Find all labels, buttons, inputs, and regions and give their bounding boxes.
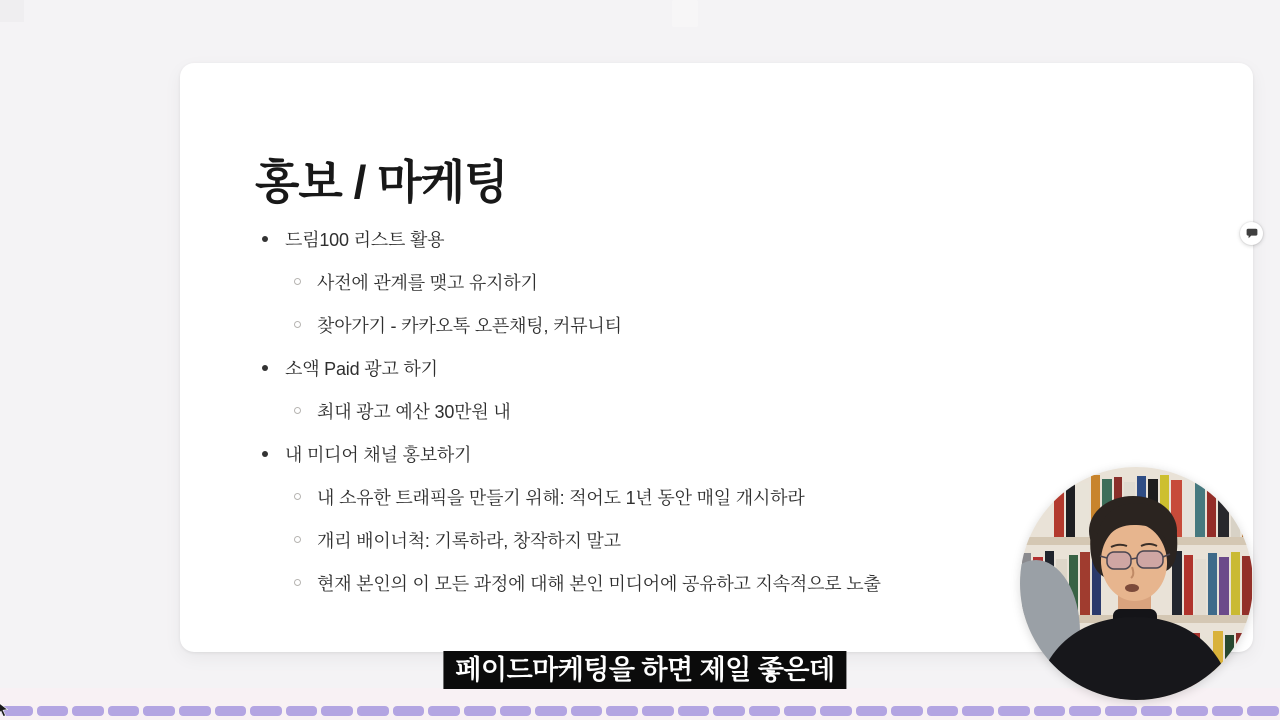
- timeline-segment[interactable]: [1176, 706, 1208, 716]
- sub-bullet-item: [180, 303, 1253, 346]
- bullet-dot-icon: [262, 451, 268, 457]
- timeline-segment[interactable]: [856, 706, 888, 716]
- sub-bullet-item: [180, 389, 1253, 432]
- timeline-segment[interactable]: [1247, 706, 1279, 716]
- timeline-segment[interactable]: [393, 706, 425, 716]
- bullet-item: [180, 217, 1253, 260]
- bullet-dot-icon: [262, 365, 268, 371]
- sub-bullet-item: [180, 260, 1253, 303]
- timeline-segment[interactable]: [571, 706, 603, 716]
- comment-button[interactable]: [1240, 222, 1263, 245]
- sub-bullet-label: 내 소유한 트래픽을 만들기 위해: 적어도 1년 동안 매일 개시하라: [317, 487, 805, 508]
- timeline-segment[interactable]: [606, 706, 638, 716]
- bullet-circle-icon: [294, 407, 301, 414]
- top-center-patch: [672, 0, 698, 27]
- timeline-segment[interactable]: [713, 706, 745, 716]
- timeline-segment[interactable]: [464, 706, 496, 716]
- timeline-segment[interactable]: [179, 706, 211, 716]
- timeline-segment[interactable]: [1034, 706, 1066, 716]
- bullet-dot-icon: [262, 236, 268, 242]
- timeline-segment[interactable]: [428, 706, 460, 716]
- bullet-item: [180, 432, 1253, 475]
- slide-title: 홍보 / 마케팅: [255, 156, 508, 208]
- timeline-segment[interactable]: [108, 706, 140, 716]
- bullet-circle-icon: [294, 321, 301, 328]
- timeline-segment[interactable]: [215, 706, 247, 716]
- presenter-illustration: [1020, 467, 1253, 700]
- timeline-segment[interactable]: [143, 706, 175, 716]
- timeline-segment[interactable]: [357, 706, 389, 716]
- timeline-segment[interactable]: [321, 706, 353, 716]
- timeline-segment[interactable]: [784, 706, 816, 716]
- subtitle-caption: 페이드마케팅을 하면 제일 좋은데: [443, 651, 846, 689]
- timeline-segment[interactable]: [1141, 706, 1173, 716]
- timeline-segment[interactable]: [1069, 706, 1101, 716]
- sub-bullet-label: 사전에 관계를 맺고 유지하기: [317, 272, 538, 293]
- sub-bullet-label: 찾아가기 - 카카오톡 오픈채팅, 커뮤니티: [317, 315, 622, 336]
- sub-bullet-label: 개리 배이너척: 기록하라, 창작하지 말고: [317, 530, 621, 551]
- bullet-circle-icon: [294, 278, 301, 285]
- bullet-label: 내 미디어 채널 홍보하기: [285, 444, 472, 465]
- timeline-segment[interactable]: [998, 706, 1030, 716]
- timeline-segment[interactable]: [642, 706, 674, 716]
- timeline-segment[interactable]: [72, 706, 104, 716]
- sub-bullet-label: 현재 본인의 이 모든 과정에 대해 본인 미디어에 공유하고 지속적으로 노출: [317, 573, 881, 594]
- timeline-segment[interactable]: [1212, 706, 1244, 716]
- timeline-segment[interactable]: [891, 706, 923, 716]
- presenter-webcam: [1020, 467, 1253, 700]
- timeline[interactable]: [0, 706, 1280, 716]
- timeline-segment[interactable]: [1105, 706, 1137, 716]
- timeline-segment[interactable]: [500, 706, 532, 716]
- timeline-segment[interactable]: [749, 706, 781, 716]
- sub-bullet-label: 최대 광고 예산 30만원 내: [317, 401, 511, 422]
- speech-bubble-icon: [1246, 228, 1258, 239]
- bullet-circle-icon: [294, 536, 301, 543]
- timeline-segment[interactable]: [37, 706, 69, 716]
- top-left-patch: [0, 0, 24, 22]
- timeline-segment[interactable]: [820, 706, 852, 716]
- bullet-circle-icon: [294, 493, 301, 500]
- timeline-segment[interactable]: [535, 706, 567, 716]
- timeline-segment[interactable]: [927, 706, 959, 716]
- timeline-segment[interactable]: [250, 706, 282, 716]
- mouse-cursor-icon: [0, 703, 9, 718]
- timeline-segment[interactable]: [962, 706, 994, 716]
- bullet-label: 소액 Paid 광고 하기: [285, 358, 438, 379]
- bullet-label: 드림100 리스트 활용: [285, 229, 445, 250]
- bullet-circle-icon: [294, 579, 301, 586]
- timeline-segment[interactable]: [286, 706, 318, 716]
- bullet-item: [180, 346, 1253, 389]
- timeline-segment[interactable]: [678, 706, 710, 716]
